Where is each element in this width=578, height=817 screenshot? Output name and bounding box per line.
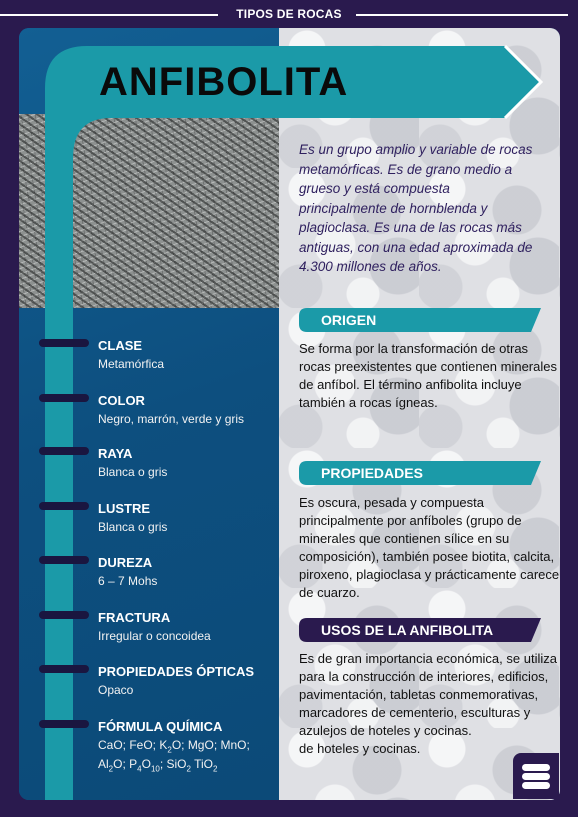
top-rule-left bbox=[0, 14, 218, 16]
section-title: PROPIEDADES bbox=[321, 465, 423, 481]
property-clase bbox=[98, 338, 164, 371]
menu-icon[interactable] bbox=[513, 753, 559, 799]
property-marker bbox=[39, 556, 89, 564]
section-text-usos: Es de gran importancia económica, se utiliza para la construcción de interiores, edificios, pavimentación, tabletas conmemorativas, marcadores de cementerio, esculturas y azulejos de hoteles y cocinas. de hoteles y cocinas. bbox=[299, 651, 557, 756]
property-marker bbox=[39, 447, 89, 455]
property-value: Negro, marrón, verde y gris bbox=[98, 412, 245, 426]
property-label: LUSTRE bbox=[98, 501, 150, 516]
menu-bar bbox=[522, 773, 550, 780]
rock-intro: Es un grupo amplio y variable de rocas metamórficas. Es de grano medio a grueso y está compuesta principalmente de hornblenda y plagioclasa. Es una de las rocas más antiguas, con una edad aproximada de 4.300 millones de años. bbox=[299, 142, 533, 274]
property-value: Blanca o gris bbox=[98, 520, 168, 534]
property-label: PROPIEDADES ÓPTICAS bbox=[98, 664, 255, 679]
rock-title: ANFIBOLITA bbox=[99, 60, 349, 104]
property-label: COLOR bbox=[98, 393, 145, 408]
property-value: Blanca o gris bbox=[98, 465, 168, 479]
property-label: DUREZA bbox=[98, 555, 153, 570]
property-marker bbox=[39, 720, 89, 728]
property-label: FRACTURA bbox=[98, 610, 171, 625]
category-title: TIPOS DE ROCAS bbox=[236, 7, 342, 21]
property-marker bbox=[39, 502, 89, 510]
property-marker bbox=[39, 611, 89, 619]
property-dureza bbox=[98, 555, 157, 588]
property-optical bbox=[98, 664, 254, 697]
property-formula bbox=[98, 719, 250, 774]
property-value: Irregular o concoidea bbox=[98, 629, 211, 643]
property-value: Opaco bbox=[98, 683, 134, 697]
menu-bar bbox=[522, 764, 550, 771]
top-rule-right bbox=[356, 14, 568, 16]
property-value: Metamórfica bbox=[98, 357, 165, 371]
property-label: CLASE bbox=[98, 338, 143, 353]
property-raya bbox=[98, 446, 167, 479]
rock-card bbox=[19, 28, 560, 800]
property-marker bbox=[39, 394, 89, 402]
property-value: 6 – 7 Mohs bbox=[98, 574, 158, 588]
property-color bbox=[98, 393, 244, 426]
top-bar bbox=[0, 0, 578, 28]
section-text-propiedades: Es oscura, pesada y compuesta principalmente por anfíboles (grupo de minerales que contienen sílice en su composición), también posee biotita, calcita, piroxeno, plagioclasa y prácticamente carece de cuarzo. bbox=[299, 495, 560, 600]
property-label: FÓRMULA QUÍMICA bbox=[98, 719, 223, 734]
property-label: RAYA bbox=[98, 446, 133, 461]
formula-line-1: CaO; FeO; $K_2O$; MgO; MnO; bbox=[98, 738, 250, 755]
section-title: USOS DE LA ANFIBOLITA bbox=[321, 622, 494, 638]
section-title: ORIGEN bbox=[321, 312, 377, 328]
menu-bar bbox=[522, 782, 550, 789]
property-lustre bbox=[98, 501, 167, 534]
formula-line-2: $Al_2O$; $P_4O_{10}$; SiO$_2$ TiO$_2$ bbox=[98, 757, 218, 774]
section-text-origen: Se forma por la transformación de otras rocas preexistentes que contienen minerales de anfíbol. El término anfibolita incluye también a rocas ígneas. bbox=[299, 341, 557, 410]
property-fractura bbox=[98, 610, 211, 643]
property-marker bbox=[39, 339, 89, 347]
property-marker bbox=[39, 665, 89, 673]
teal-stripe bbox=[45, 114, 73, 800]
